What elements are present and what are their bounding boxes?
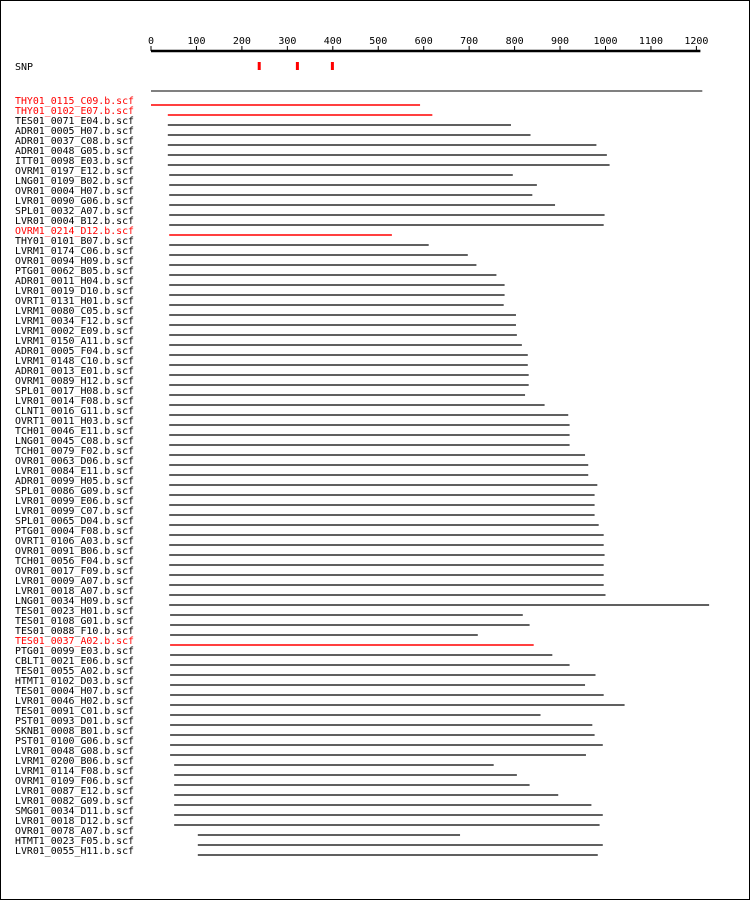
read-name: LVRM1_0150_A11.b.scf [15, 336, 134, 347]
read-name: LVR01_0084_E11.b.scf [15, 466, 134, 477]
read-name: LVRM1_0080_C05.b.scf [15, 306, 134, 317]
position-axis [148, 36, 708, 51]
snp-marker [296, 62, 299, 70]
axis-tick-label: 700 [460, 36, 479, 47]
read-name: ADR01_0037_C08.b.scf [15, 136, 134, 147]
read-name: ADR01_0005_H07.b.scf [15, 126, 134, 137]
read-name: LVR01_0009_A07.b.scf [15, 576, 134, 587]
read-name: CLNT1_0016_G11.b.scf [15, 406, 134, 417]
read-name: LVR01_0046_H02.b.scf [15, 696, 134, 707]
read-name: OVRT1_0011_H03.b.scf [15, 416, 134, 427]
read-name: TES01_0071_E04.b.scf [15, 116, 134, 127]
axis-tick-label: 300 [278, 36, 297, 47]
axis-tick-label: 100 [187, 36, 206, 47]
read-name: OVRT1_0106_A03.b.scf [15, 536, 134, 547]
read-name: OVRM1_0109_F06.b.scf [15, 776, 134, 787]
read-name: SPL01_0032_A07.b.scf [15, 206, 134, 217]
read-name: SPL01_0086_G09.b.scf [15, 486, 134, 497]
axis-tick-label: 1000 [593, 36, 618, 47]
snp-label: SNP [15, 62, 34, 73]
read-name: LVR01_0087_E12.b.scf [15, 786, 134, 797]
axis-tick-label: 200 [232, 36, 251, 47]
read-name: THY01_0102_E07.b.scf [15, 106, 134, 117]
read-name: ADR01_0013_E01.b.scf [15, 366, 134, 377]
axis-tick-label: 400 [323, 36, 342, 47]
read-name: OVRM1_0214_D12.b.scf [15, 226, 134, 237]
read-name: LVR01_0014_F08.b.scf [15, 396, 134, 407]
read-name: PST01_0093_D01.b.scf [15, 716, 134, 727]
read-name: OVR01_0078_A07.b.scf [15, 826, 134, 837]
axis-tick-label: 500 [369, 36, 388, 47]
read-name: LVRM1_0148_C10.b.scf [15, 356, 134, 367]
read-name: OVR01_0091_B06.b.scf [15, 546, 134, 557]
read-name: TES01_0055_A02.b.scf [15, 666, 134, 677]
read-name: LNG01_0109_B02.b.scf [15, 176, 134, 187]
read-name: TES01_0023_H01.b.scf [15, 606, 134, 617]
read-name: THY01_0101_B07.b.scf [15, 236, 134, 247]
read-name: LVR01_0099_C07.b.scf [15, 506, 134, 517]
read-name: LVR01_0018_A07.b.scf [15, 586, 134, 597]
axis-tick-label: 900 [551, 36, 570, 47]
read-name: OVR01_0017_F09.b.scf [15, 566, 134, 577]
read-name: THY01_0115_C09.b.scf [15, 96, 134, 107]
read-name: TCH01_0079_F02.b.scf [15, 446, 134, 457]
read-name: TES01_0091_C01.b.scf [15, 706, 134, 717]
read-name: ADR01_0005_F04.b.scf [15, 346, 134, 357]
read-name: TCH01_0056_F04.b.scf [15, 556, 134, 567]
read-name: LVRM1_0174_C06.b.scf [15, 246, 134, 257]
axis-tick-label: 600 [414, 36, 433, 47]
read-name: TES01_0004_H07.b.scf [15, 686, 134, 697]
read-name: HTMT1_0102_D03.b.scf [15, 676, 134, 687]
read-name: LNG01_0034_H09.b.scf [15, 596, 134, 607]
read-name: TCH01_0046_E11.b.scf [15, 426, 134, 437]
read-name: OVRM1_0197_E12.b.scf [15, 166, 134, 177]
snp-marker [258, 62, 261, 70]
read-name: OVRT1_0131_H01.b.scf [15, 296, 134, 307]
read-name: OVR01_0094_H09.b.scf [15, 256, 134, 267]
read-name: PTG01_0004_F08.b.scf [15, 526, 134, 537]
axis-tick-label: 800 [505, 36, 524, 47]
read-name: LVRM1_0034_F12.b.scf [15, 316, 134, 327]
read-name: TES01_0037_A02.b.scf [15, 636, 134, 647]
read-name: LVR01_0048_G08.b.scf [15, 746, 134, 757]
read-name: HTMT1_0023_F05.b.scf [15, 836, 134, 847]
read-list [15, 96, 709, 857]
snp-track [258, 62, 334, 70]
read-name: ITT01_0098_E03.b.scf [15, 156, 134, 167]
read-name: OVR01_0004_H07.b.scf [15, 186, 134, 197]
read-name: LVR01_0018_D12.b.scf [15, 816, 134, 827]
read-name: SKNB1_0008_B01.b.scf [15, 726, 134, 737]
read-name: ADR01_0011_H04.b.scf [15, 276, 134, 287]
read-name: LVRM1_0200_B06.b.scf [15, 756, 134, 767]
axis-tick-label: 1200 [684, 36, 709, 47]
read-name: TES01_0108_G01.b.scf [15, 616, 134, 627]
read-name: CBLT1_0021_E06.b.scf [15, 656, 134, 667]
read-name: LVRM1_0114_F08.b.scf [15, 766, 134, 777]
read-name: LVR01_0082_G09.b.scf [15, 796, 134, 807]
read-name: PTG01_0099_E03.b.scf [15, 646, 134, 657]
read-name: OVR01_0063_D06.b.scf [15, 456, 134, 467]
read-name: LVR01_0019_D10.b.scf [15, 286, 134, 297]
read-name: PTG01_0062_B05.b.scf [15, 266, 134, 277]
read-name: LVR01_0055_H11.b.scf [15, 846, 134, 857]
read-name: LVR01_0090_G06.b.scf [15, 196, 134, 207]
read-name: SMG01_0034_D11.b.scf [15, 806, 134, 817]
read-name: LVR01_0099_E06.b.scf [15, 496, 134, 507]
read-name: LVRM1_0002_E09.b.scf [15, 326, 134, 337]
read-name: ADR01_0099_H05.b.scf [15, 476, 134, 487]
read-name: LVR01_0004_B12.b.scf [15, 216, 134, 227]
read-name: PST01_0100_G06.b.scf [15, 736, 134, 747]
axis-tick-label: 0 [147, 36, 155, 47]
snp-marker [331, 62, 334, 70]
read-row [15, 846, 598, 857]
read-alignment-view [1, 1, 749, 899]
read-name: TES01_0088_F10.b.scf [15, 626, 134, 637]
read-name: SPL01_0017_H08.b.scf [15, 386, 134, 397]
read-name: ADR01_0048_G05.b.scf [15, 146, 134, 157]
read-name: OVRM1_0089_H12.b.scf [15, 376, 134, 387]
read-name: SPL01_0065_D04.b.scf [15, 516, 134, 527]
axis-tick-label: 1100 [638, 36, 663, 47]
read-name: LNG01_0045_C08.b.scf [15, 436, 134, 447]
